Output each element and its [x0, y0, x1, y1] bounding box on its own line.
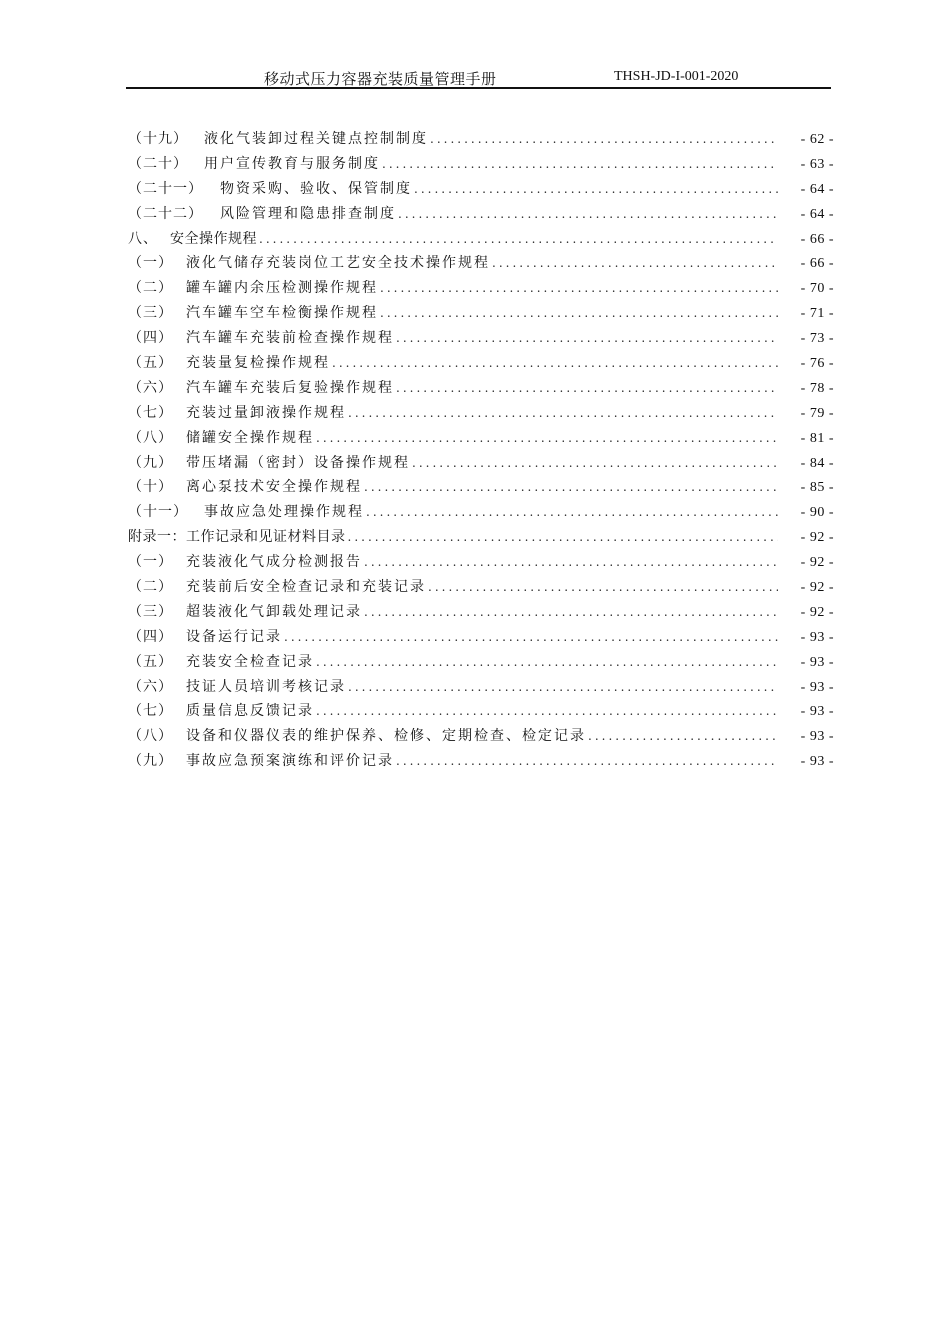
toc-dot-leader: [362, 555, 778, 569]
toc-entry[interactable]: [128, 302, 834, 327]
toc-entry-page: - 63 -: [800, 156, 834, 172]
toc-dot-leader: [282, 630, 778, 644]
toc-entry-number: （六）: [128, 379, 173, 396]
toc-entry-number: （二十二）: [128, 205, 203, 222]
toc-entry-title: 充装安全检查记录: [186, 653, 314, 670]
toc-entry-page: - 92 -: [800, 555, 834, 571]
toc-entry-title: 质量信息反馈记录: [186, 703, 314, 720]
toc-entry-page: - 66 -: [800, 231, 834, 247]
toc-dot-leader: [396, 207, 778, 221]
toc-entry-number: （十一）: [128, 504, 188, 521]
toc-entry-page: - 93 -: [800, 729, 834, 745]
toc-entry-page: - 92 -: [800, 604, 834, 620]
toc-dot-leader: [394, 331, 778, 345]
toc-dot-leader: [362, 480, 778, 494]
toc-entry[interactable]: [128, 526, 834, 551]
header-rule: [126, 87, 831, 89]
toc-dot-leader: [378, 306, 778, 320]
toc-entry-title: 事故应急预案演练和评价记录: [186, 753, 394, 770]
toc-entry-page: - 93 -: [800, 629, 834, 645]
toc-entry-number: （十）: [128, 479, 173, 496]
toc-entry-title: 离心泵技术安全操作规程: [186, 479, 362, 496]
toc-dot-leader: [346, 680, 778, 694]
toc-entry-number: （七）: [128, 703, 173, 720]
toc-entry[interactable]: [128, 576, 834, 601]
toc-entry-page: - 92 -: [800, 580, 834, 596]
toc-entry[interactable]: [128, 327, 834, 352]
toc-entry-title: 液化气装卸过程关键点控制制度: [204, 131, 428, 147]
toc-entry-page: - 66 -: [800, 256, 834, 272]
toc-entry[interactable]: [128, 128, 834, 153]
toc-entry-title: 储罐安全操作规程: [186, 429, 314, 446]
toc-entry[interactable]: [128, 402, 834, 427]
toc-entry-number: （四）: [128, 330, 173, 347]
toc-dot-leader: [380, 157, 778, 171]
toc-entry-title: 带压堵漏（密封）设备操作规程: [186, 454, 410, 471]
toc-entry[interactable]: [128, 377, 834, 402]
toc-entry-number: （二）: [128, 280, 173, 297]
toc-entry-title: 风险管理和隐患排查制度: [220, 205, 396, 222]
toc-entry-title: 附录一：工作记录和见证材料目录: [128, 529, 346, 546]
toc-dot-leader: [364, 505, 778, 519]
toc-entry[interactable]: [128, 750, 834, 775]
toc-entry-title: 罐车罐内余压检测操作规程: [186, 280, 378, 297]
toc-dot-leader: [394, 381, 778, 395]
toc-entry[interactable]: [128, 352, 834, 377]
document-code: THSH-JD-I-001-2020: [614, 69, 739, 84]
toc-entry[interactable]: [128, 252, 834, 277]
toc-entry-page: - 90 -: [800, 505, 834, 521]
toc-entry-page: - 93 -: [800, 704, 834, 720]
toc-entry-number: （三）: [128, 603, 173, 620]
toc-entry-title: 设备和仪器仪表的维护保养、检修、定期检查、检定记录: [186, 728, 586, 745]
toc-entry[interactable]: [128, 626, 834, 651]
toc-dot-leader: [346, 530, 779, 544]
toc-entry-page: - 64 -: [800, 206, 834, 222]
toc-entry[interactable]: [128, 203, 834, 228]
toc-dot-leader: [330, 356, 778, 370]
toc-entry-number: （四）: [128, 628, 173, 645]
toc-entry-page: - 78 -: [800, 380, 834, 396]
toc-dot-leader: [346, 406, 778, 420]
toc-dot-leader: [410, 456, 778, 470]
toc-dot-leader: [257, 232, 778, 246]
toc-entry-title: 汽车罐车充装后复验操作规程: [186, 379, 394, 396]
toc-entry[interactable]: [128, 178, 834, 203]
toc-entry[interactable]: [128, 601, 834, 626]
toc-entry[interactable]: [128, 476, 834, 501]
toc-entry-number: （二十）: [128, 155, 188, 172]
toc-entry-title: 超装液化气卸载处理记录: [186, 603, 362, 620]
toc-entry-number: （五）: [128, 355, 173, 372]
toc-entry-title: 物资采购、验收、保管制度: [220, 180, 412, 197]
document-title: 移动式压力容器充装质量管理手册: [264, 70, 497, 88]
toc-dot-leader: [426, 580, 778, 594]
toc-entry-title: 充装前后安全检查记录和充装记录: [186, 579, 426, 596]
toc-entry[interactable]: [128, 501, 834, 526]
toc-entry-page: - 76 -: [800, 356, 834, 372]
toc-entry-page: - 64 -: [800, 181, 834, 197]
toc-entry-title: 安全操作规程: [170, 230, 257, 247]
toc-entry[interactable]: [128, 700, 834, 725]
toc-entry[interactable]: [128, 551, 834, 576]
toc-entry-page: - 93 -: [800, 754, 834, 770]
toc-entry-number: （六）: [128, 678, 173, 695]
toc-entry[interactable]: [128, 427, 834, 452]
toc-entry-number: （五）: [128, 653, 173, 670]
toc-entry[interactable]: [128, 228, 834, 253]
toc-entry-page: - 71 -: [800, 306, 834, 322]
toc-entry[interactable]: [128, 651, 834, 676]
toc-entry-number: （九）: [128, 454, 173, 471]
toc-entry-number: （十九）: [128, 131, 188, 147]
toc-entry-page: - 70 -: [800, 281, 834, 297]
toc-entry-title: 汽车罐车空车检衡操作规程: [186, 305, 378, 322]
toc-dot-leader: [490, 256, 778, 270]
page-header: [126, 66, 831, 88]
toc-entry-page: - 73 -: [800, 331, 834, 347]
toc-entry-title: 技证人员培训考核记录: [186, 678, 346, 695]
toc-entry-title: 事故应急处理操作规程: [204, 504, 364, 521]
toc-dot-leader: [428, 132, 778, 146]
toc-entry-number: （一）: [128, 554, 173, 571]
toc-entry-title: 用户宣传教育与服务制度: [204, 155, 380, 172]
toc-entry-title: 液化气储存充装岗位工艺安全技术操作规程: [186, 255, 490, 272]
toc-entry[interactable]: [128, 277, 834, 302]
toc-entry-number: （八）: [128, 728, 173, 745]
toc-entry-number: （七）: [128, 404, 173, 421]
toc-entry-page: - 81 -: [800, 430, 834, 446]
toc-dot-leader: [362, 605, 778, 619]
toc-entry-title: 汽车罐车充装前检查操作规程: [186, 330, 394, 347]
toc-entry[interactable]: [128, 725, 834, 750]
toc-entry-title: 充装过量卸液操作规程: [186, 404, 346, 421]
toc-entry-page: - 92 -: [800, 530, 834, 546]
toc-entry[interactable]: [128, 153, 834, 178]
toc-entry-title: 充装液化气成分检测报告: [186, 554, 362, 571]
toc-entry-number: （三）: [128, 305, 173, 322]
toc-dot-leader: [586, 729, 778, 743]
toc-entry-page: - 93 -: [800, 679, 834, 695]
toc-entry-page: - 79 -: [800, 405, 834, 421]
toc-entry-page: - 85 -: [800, 480, 834, 496]
toc-dot-leader: [314, 655, 778, 669]
toc-entry-number: （二）: [128, 579, 173, 596]
toc-entry[interactable]: [128, 452, 834, 477]
toc-entry-number: 八、: [128, 230, 158, 247]
toc-dot-leader: [314, 704, 778, 718]
toc-entry[interactable]: [128, 676, 834, 701]
toc-entry-page: - 62 -: [800, 132, 834, 147]
toc-entry-number: （二十一）: [128, 180, 203, 197]
toc-entry-number: （八）: [128, 429, 173, 446]
toc-entry-number: （九）: [128, 753, 173, 770]
toc-dot-leader: [378, 281, 778, 295]
toc-entry-page: - 93 -: [800, 654, 834, 670]
toc-entry-page: - 84 -: [800, 455, 834, 471]
toc-entry-title: 充装量复检操作规程: [186, 355, 330, 372]
toc-dot-leader: [314, 431, 778, 445]
toc-dot-leader: [412, 182, 778, 196]
toc-entry-title: 设备运行记录: [186, 628, 282, 645]
toc-entry-number: （一）: [128, 255, 173, 272]
table-of-contents: [128, 128, 834, 775]
toc-dot-leader: [394, 754, 778, 768]
